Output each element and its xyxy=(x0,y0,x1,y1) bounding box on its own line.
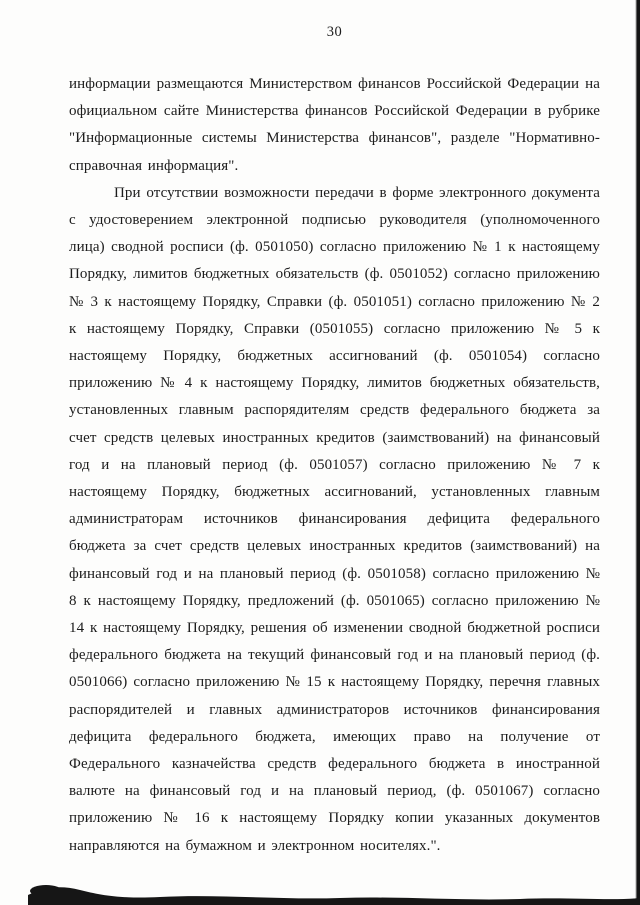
page-number: 30 xyxy=(326,24,343,40)
scan-artifact-right-edge xyxy=(635,0,640,905)
paragraph-body: При отсутствии возможности передачи в форме электронного документа с удостоверением электронной подписью руководителя (уполномоченного лица) сводной росписи (ф. 0501050) согласно приложению № 1 к настоящему Порядку, лимитов бюджетных обязательств (ф. 0501052) согласно приложению № 3 к настоящему Порядку, Справки (ф. 0501051) согласно приложению № 2 к настоящему Порядку, Справки (0501055) согласно приложению № 5 к настоящему Порядку, бюджетных ассигнований (ф. 0501054) согласно приложению № 4 к настоящему Порядку, лимитов бюджетных обязательств, установленных главным распорядителям средств федерального бюджета за счет средств целевых иностранных кредитов (заимствований) на финансовый год и на плановый период (ф. 0501057) согласно приложению № 7 к настоящему Порядку, бюджетных ассигнований, установленных главным администраторам источников финансирования дефицита федерального бюджета за счет средств целевых иностранных кредитов (заимствований) на финансовый год и на плановый период (ф. 0501058) согласно приложению № 8 к настоящему Порядку, предложений (ф. 0501065) согласно приложению № 14 к настоящему Порядку, решения об изменении сводной бюджетной росписи федерального бюджета на текущий финансовый год и на плановый период (ф. 0501066) согласно приложению № 15 к настоящему Порядку, перечня главных распорядителей и главных администраторов источников финансирования дефицита федерального бюджета, имеющих право на получение от Федерального казначейства средств федерального бюджета в иностранной валюте на финансовый год и на плановый период, (ф. 0501067) согласно приложению № 16 к настоящему Порядку копии указанных документов направляются на бумажном и электронном носителях.". xyxy=(69,184,600,854)
paragraph-continuation: информации размещаются Министерством финансов Российской Федерации на официальном сайте Министерства финансов Российской Федерации в рубрике "Информационные системы Министерства финансов", разделе "Нормативно-справочная информация". xyxy=(69,76,600,174)
